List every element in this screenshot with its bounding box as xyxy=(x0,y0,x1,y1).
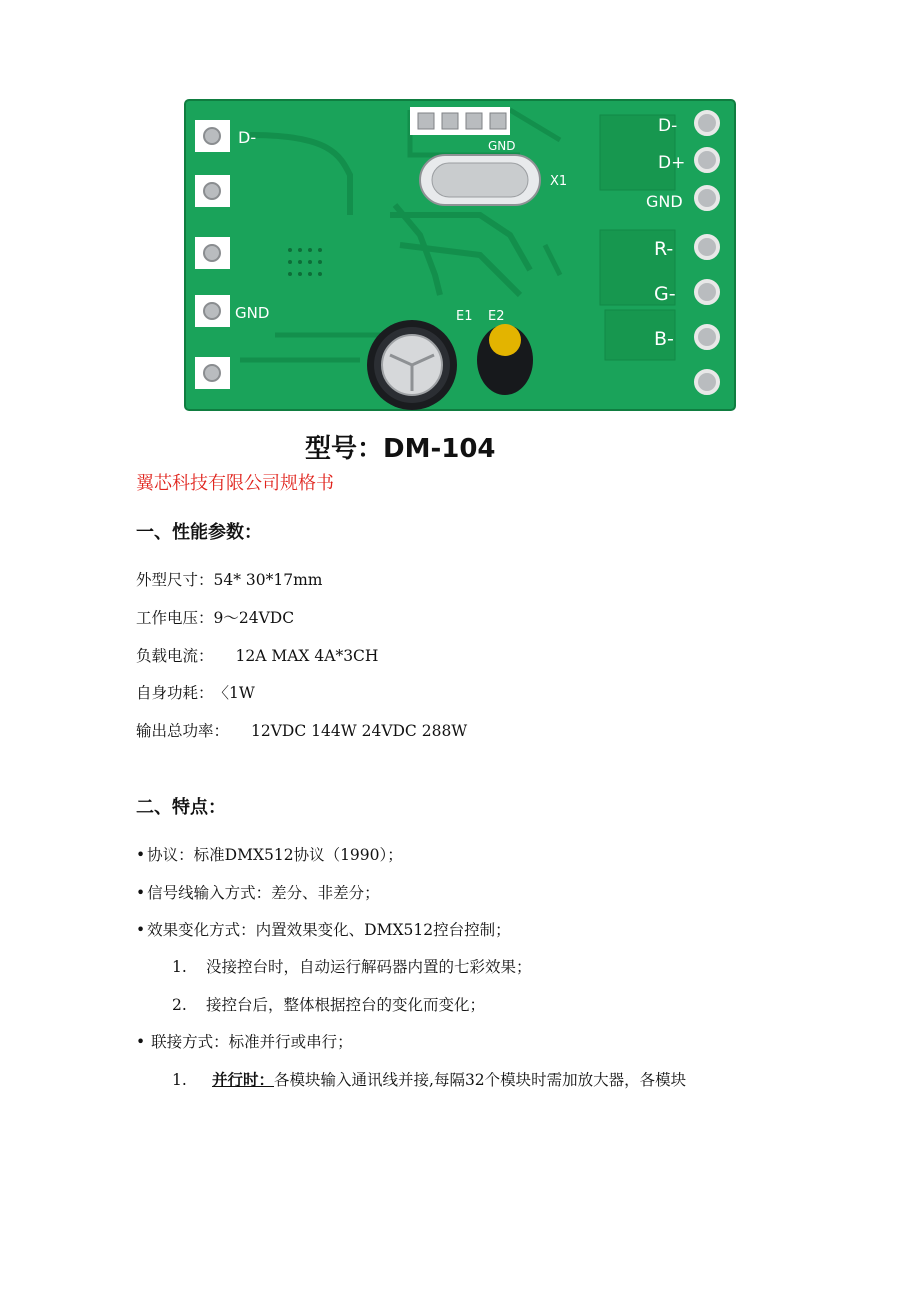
sub-item xyxy=(172,1068,686,1090)
sub-item-text: 接控台后，整体根据控台的变化而变化； xyxy=(206,996,486,1014)
sub-item-text: 各模块输入通讯线并接,每隔32个模块时需加放大器，各模块 xyxy=(274,1071,687,1089)
feature-item xyxy=(136,1030,353,1052)
sub-item-text: 没接控台时，自动运行解码器内置的七彩效果； xyxy=(206,958,532,976)
section2-heading: 二、特点： xyxy=(136,797,226,818)
spec-label: 外型尺寸： xyxy=(136,571,214,589)
sub-item-number: 1. xyxy=(172,958,187,976)
spec-row xyxy=(136,719,467,741)
pcb-label-e2: E2 xyxy=(488,309,505,324)
company-title: 翼芯科技有限公司规格书 xyxy=(136,473,334,494)
feature-text: 效果变化方式：内置效果变化、DMX512控台控制； xyxy=(147,921,511,939)
spec-row xyxy=(136,644,378,666)
spec-row xyxy=(136,568,323,590)
pcb-label-r-minus: R- xyxy=(654,238,674,260)
feature-item xyxy=(136,843,403,865)
sub-item-number: 2. xyxy=(172,996,187,1014)
spec-value: 12A MAX 4A*3CH xyxy=(235,647,379,665)
pcb-label-right-gnd: GND xyxy=(646,192,683,211)
spec-label: 输出总功率： xyxy=(136,722,230,740)
pcb-label-left-d-minus: D- xyxy=(238,128,257,147)
sub-item xyxy=(172,955,532,977)
pcb-photo xyxy=(180,95,740,415)
spec-row xyxy=(136,606,294,628)
bullet-mark: • xyxy=(136,1033,146,1051)
spec-value: 9～24VDC xyxy=(213,609,295,627)
pcb-label-x1: X1 xyxy=(550,174,568,189)
bullet-mark: • xyxy=(136,884,146,902)
spec-value: 〈1W xyxy=(213,684,255,702)
spec-row xyxy=(136,681,255,703)
feature-text: 联接方式：标准并行或串行； xyxy=(151,1033,353,1051)
pcb-label-top-gnd: GND xyxy=(488,139,516,153)
spec-label: 负载电流： xyxy=(136,647,214,665)
pcb-label-b-minus: B- xyxy=(654,328,674,350)
spec-label: 自身功耗： xyxy=(136,684,214,702)
spec-label: 工作电压： xyxy=(136,609,214,627)
feature-item xyxy=(136,918,511,940)
model-title: 型号：DM-104 xyxy=(305,434,496,464)
spec-value: 54* 30*17mm xyxy=(213,571,323,589)
parallel-label: 并行时： xyxy=(212,1070,275,1089)
pcb-label-right-d-minus: D- xyxy=(658,116,678,136)
pcb-label-g-minus: G- xyxy=(654,283,676,305)
section1-heading: 一、性能参数： xyxy=(136,522,262,543)
bullet-mark: • xyxy=(136,921,146,939)
sub-item-number: 1. xyxy=(172,1071,187,1089)
feature-text: 协议：标准DMX512协议（1990）； xyxy=(147,846,403,864)
pcb-label-right-d-plus: D+ xyxy=(658,153,686,173)
sub-item xyxy=(172,993,485,1015)
spec-value: 12VDC 144W 24VDC 288W xyxy=(251,722,468,740)
pcb-label-left-gnd: GND xyxy=(235,304,270,322)
pcb-label-e1: E1 xyxy=(456,309,473,324)
feature-text: 信号线输入方式：差分、非差分； xyxy=(147,884,380,902)
bullet-mark: • xyxy=(136,846,146,864)
feature-item xyxy=(136,881,380,903)
